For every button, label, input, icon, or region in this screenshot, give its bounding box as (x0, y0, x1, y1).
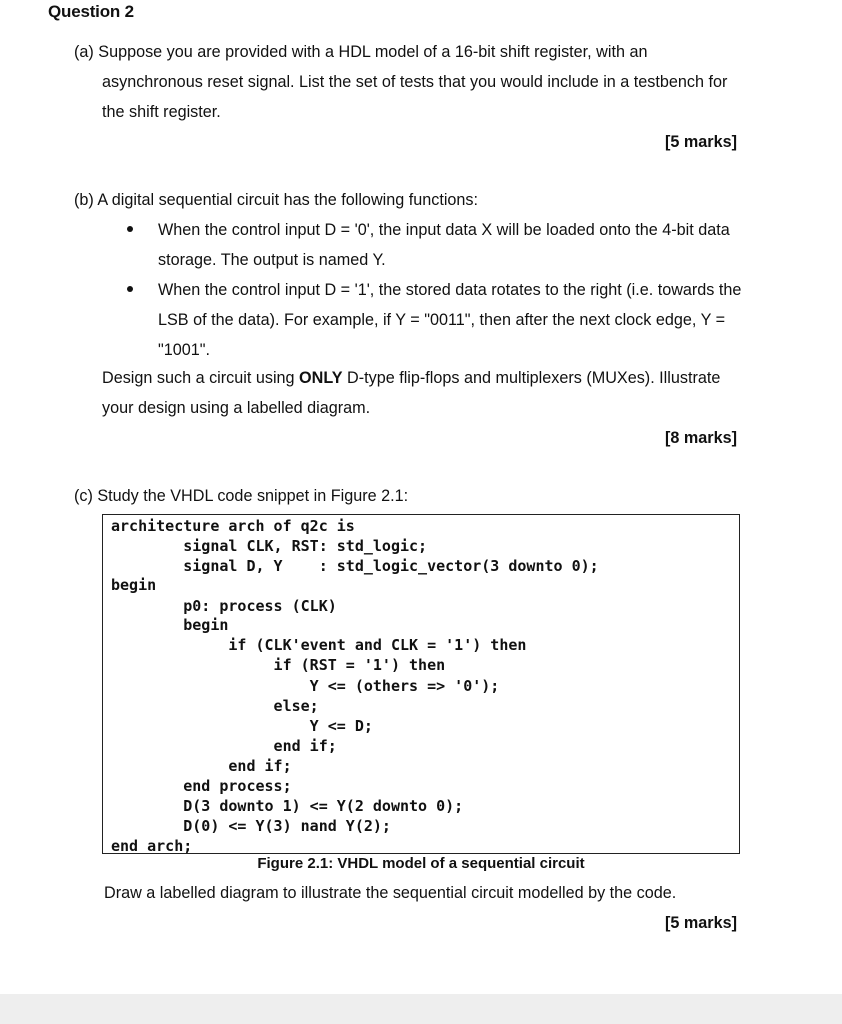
code-line: end if; (111, 757, 292, 775)
part-b-bullet-1-line-1: When the control input D = '0', the input data X will be loaded onto the 4-bit data (158, 221, 730, 239)
part-c-intro: (c) Study the VHDL code snippet in Figure 2.1: (74, 487, 409, 505)
code-line: Y <= (others => '0'); (111, 677, 500, 695)
figure-caption: Figure 2.1: VHDL model of a sequential circuit (257, 855, 585, 872)
code-line: end arch; (111, 837, 193, 855)
design-text-post: D-type flip-flops and multiplexers (MUXes). Illustrate (342, 369, 721, 387)
part-b-design-line-1 (102, 363, 720, 393)
page-bottom-margin (0, 994, 842, 1024)
part-a-line-2: asynchronous reset signal. List the set of tests that you would include in a testbench for (102, 73, 728, 91)
part-b-design-line-2: your design using a labelled diagram. (102, 399, 371, 417)
code-line: begin (111, 576, 157, 594)
part-c-instruction: Draw a labelled diagram to illustrate the sequential circuit modelled by the code. (104, 884, 677, 902)
part-c-marks: [5 marks] (665, 914, 737, 932)
code-line: if (CLK'event and CLK = '1') then (111, 636, 527, 654)
question-title: Question 2 (48, 2, 134, 21)
bullet-icon (127, 286, 133, 292)
code-line: end process; (111, 777, 292, 795)
part-b-marks: [8 marks] (665, 429, 737, 447)
code-line: D(0) <= Y(3) nand Y(2); (111, 817, 391, 835)
code-line: begin (111, 616, 229, 634)
code-line: else; (111, 697, 319, 715)
design-text-bold: ONLY (299, 369, 343, 387)
code-listing (102, 514, 740, 854)
bullet-icon (127, 226, 133, 232)
code-line: p0: process (CLK) (111, 597, 337, 615)
part-b-bullet-1-line-2: storage. The output is named Y. (158, 251, 386, 269)
design-text-pre: Design such a circuit using (102, 369, 300, 387)
code-line: architecture arch of q2c is (111, 517, 355, 535)
part-b-bullet-2-line-3: "1001". (158, 341, 211, 359)
code-line: signal CLK, RST: std_logic; (111, 537, 428, 555)
part-a-line-1: (a) Suppose you are provided with a HDL model of a 16-bit shift register, with an (74, 43, 648, 61)
part-b-bullet-2-line-2: LSB of the data). For example, if Y = "0011", then after the next clock edge, Y = (158, 311, 726, 329)
part-b-bullet-2-line-1: When the control input D = '1', the stored data rotates to the right (i.e. towards the (158, 281, 742, 299)
part-b-intro: (b) A digital sequential circuit has the following functions: (74, 191, 479, 209)
code-line: end if; (111, 737, 337, 755)
part-a-marks: [5 marks] (665, 133, 737, 151)
code-line: signal D, Y : std_logic_vector(3 downto 0); (111, 557, 599, 575)
code-line: if (RST = '1') then (111, 656, 446, 674)
part-a-line-3: the shift register. (102, 103, 221, 121)
code-line: D(3 downto 1) <= Y(2 downto 0); (111, 797, 464, 815)
code-line: Y <= D; (111, 717, 373, 735)
